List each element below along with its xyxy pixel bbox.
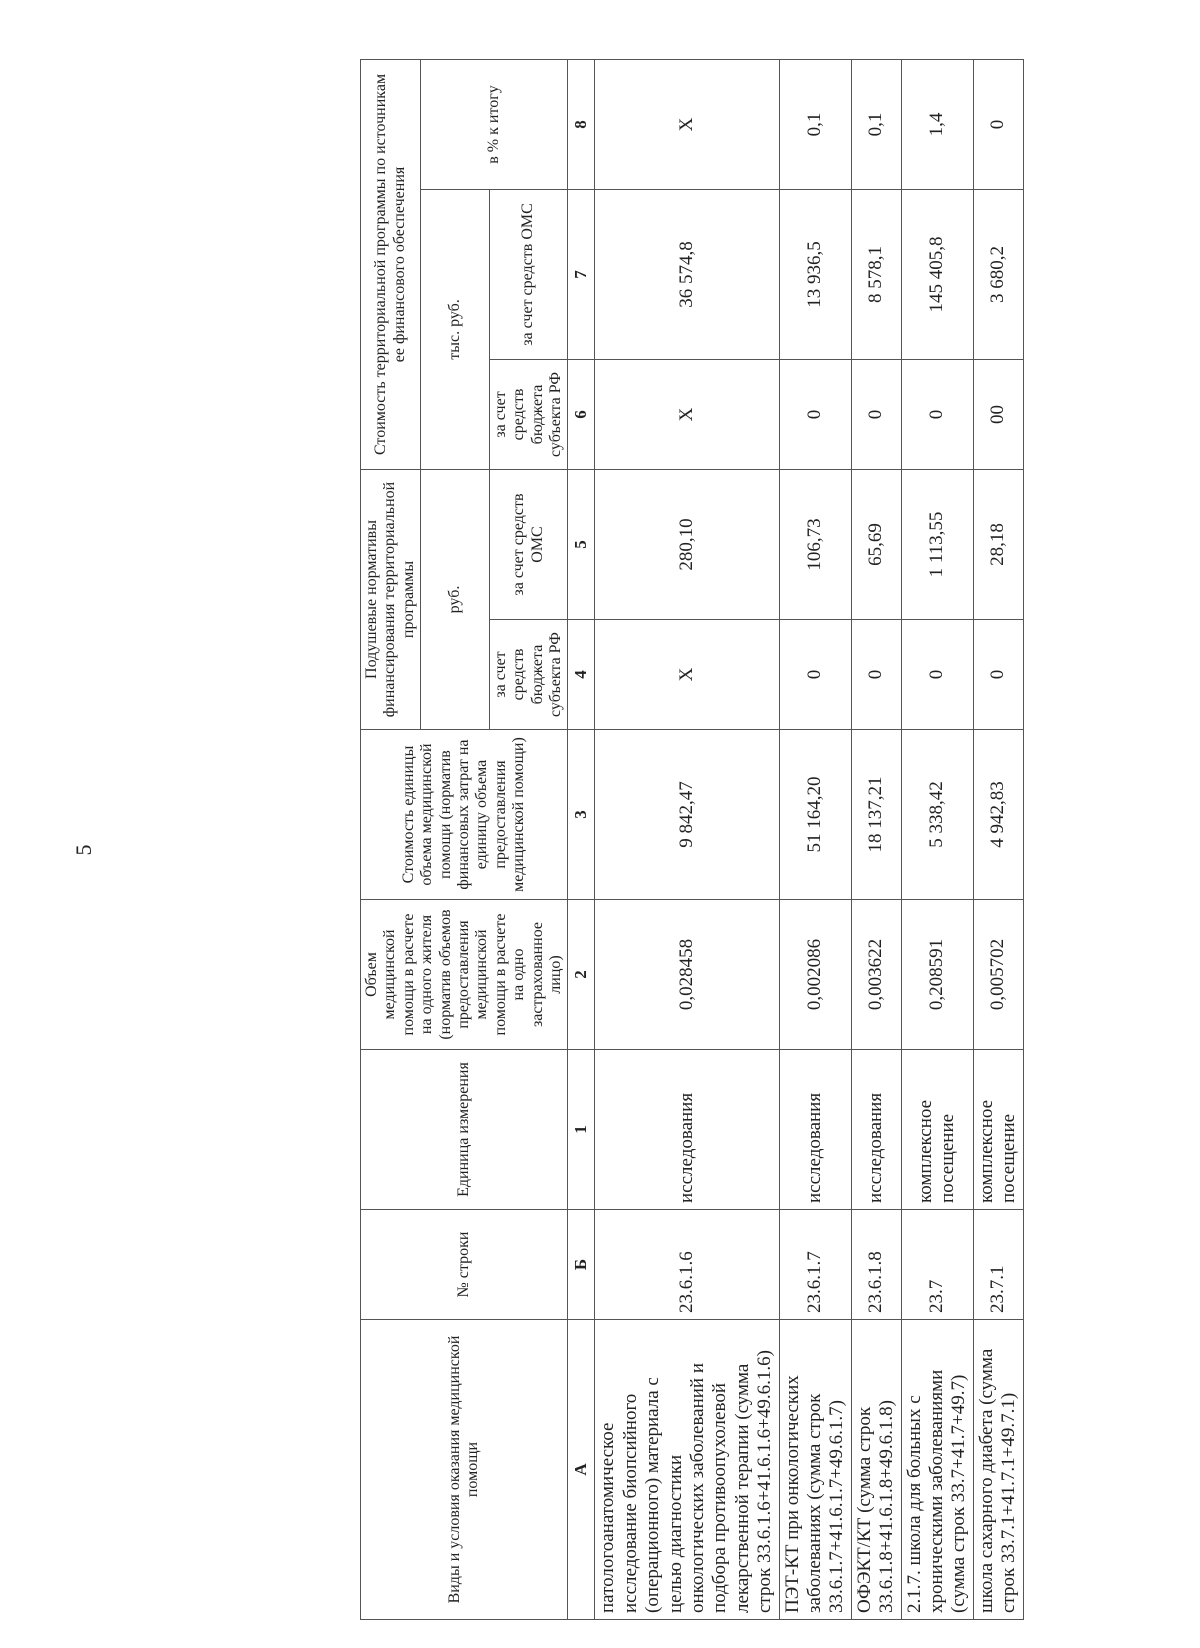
header-row-1 (361, 59, 421, 1619)
row-unit: исследования (595, 1050, 779, 1210)
row-cost-budget: 0 (779, 359, 851, 469)
row-name: патологоанатомическое исследование биопсийного (операционного) материала с целью диагностики онкологических заболеваний и подбора противоопухолевой лекарственной терапии (сумма строк 33.6.1.6+41.6.1.6+49.6.1.6) (595, 1320, 779, 1620)
row-per-capita-budget: Х (595, 620, 779, 730)
header-col-7: за счет средств ОМС (489, 189, 568, 359)
header-col-a: Виды и условия оказания медицинской помощи (361, 1320, 568, 1620)
table-row (595, 59, 779, 1619)
header-unit-thousand-rub: тыс. руб. (421, 189, 490, 469)
row-per-capita-oms: 280,10 (595, 469, 779, 619)
row-cost-oms: 8 578,1 (851, 189, 901, 359)
row-cost-budget: 00 (973, 359, 1023, 469)
row-unit: комплексное посещение (901, 1050, 973, 1210)
row-percent: 1,4 (901, 59, 973, 189)
row-unit-cost: 4 942,83 (973, 730, 1023, 900)
row-name: школа сахарного диабета (сумма строк 33.7.1+41.7.1+49.7.1) (973, 1320, 1023, 1620)
table-row (851, 59, 901, 1619)
column-number: Б (568, 1210, 595, 1320)
row-unit-cost: 18 137,21 (851, 730, 901, 900)
header-unit-rub: руб. (421, 469, 490, 729)
column-number: А (568, 1320, 595, 1620)
row-line-number: 23.7.1 (973, 1210, 1023, 1320)
row-percent: 0,1 (779, 59, 851, 189)
row-per-capita-budget: 0 (973, 620, 1023, 730)
row-unit-cost: 51 164,20 (779, 730, 851, 900)
header-group-cost: Стоимость территориальной программы по источникам ее финансового обеспечения (361, 59, 421, 469)
page-number: 5 (71, 844, 96, 856)
row-volume: 0,003622 (851, 900, 901, 1050)
row-cost-budget: Х (595, 359, 779, 469)
row-line-number: 23.6.1.6 (595, 1210, 779, 1320)
header-col-4: за счет средств бюджета субъекта РФ (489, 620, 568, 730)
row-volume: 0,005702 (973, 900, 1023, 1050)
row-percent: 0 (973, 59, 1023, 189)
row-unit: комплексное посещение (973, 1050, 1023, 1210)
table-row (973, 59, 1023, 1619)
header-col-1: Единица измерения (361, 1050, 568, 1210)
row-per-capita-budget: 0 (851, 620, 901, 730)
row-unit: исследования (779, 1050, 851, 1210)
column-number: 8 (568, 59, 595, 189)
header-col-5: за счет средств ОМС (489, 469, 568, 619)
row-unit: исследования (851, 1050, 901, 1210)
row-cost-budget: 0 (851, 359, 901, 469)
header-col-b: № строки (361, 1210, 568, 1320)
row-unit-cost: 5 338,42 (901, 730, 973, 900)
row-unit-cost: 9 842,47 (595, 730, 779, 900)
row-cost-oms: 3 680,2 (973, 189, 1023, 359)
row-line-number: 23.6.1.8 (851, 1210, 901, 1320)
row-cost-budget: 0 (901, 359, 973, 469)
header-group-per-capita: Подушевые нормативы финансирования территориальной программы (361, 469, 421, 729)
column-number: 2 (568, 900, 595, 1050)
row-per-capita-budget: 0 (901, 620, 973, 730)
row-cost-oms: 13 936,5 (779, 189, 851, 359)
column-number: 1 (568, 1050, 595, 1210)
table-row (901, 59, 973, 1619)
row-per-capita-budget: 0 (779, 620, 851, 730)
column-number: 4 (568, 620, 595, 730)
row-name: ПЭТ-КТ при онкологических заболеваниях (сумма строк 33.6.1.7+41.6.1.7+49.6.1.7) (779, 1320, 851, 1620)
header-col-3: Стоимость единицы объема медицинской помощи (норматив финансовых затрат на единицу объема предоставления медицинской помощи) (361, 730, 568, 900)
row-line-number: 23.7 (901, 1210, 973, 1320)
column-number: 3 (568, 730, 595, 900)
column-number: 7 (568, 189, 595, 359)
row-percent: 0,1 (851, 59, 901, 189)
row-per-capita-oms: 28,18 (973, 469, 1023, 619)
header-col-6: за счет средств бюджета субъекта РФ (489, 359, 568, 469)
row-volume: 0,002086 (779, 900, 851, 1050)
row-volume: 0,208591 (901, 900, 973, 1050)
row-cost-oms: 36 574,8 (595, 189, 779, 359)
row-per-capita-oms: 106,73 (779, 469, 851, 619)
row-per-capita-oms: 1 113,55 (901, 469, 973, 619)
row-per-capita-oms: 65,69 (851, 469, 901, 619)
table-row (779, 59, 851, 1619)
row-volume: 0,028458 (595, 900, 779, 1050)
row-percent: Х (595, 59, 779, 189)
header-col-8: в % к итогу (421, 59, 568, 189)
row-name: ОФЭКТ/КТ (сумма строк 33.6.1.8+41.6.1.8+49.6.1.8) (851, 1320, 901, 1620)
column-number: 6 (568, 359, 595, 469)
column-number-row (568, 59, 595, 1619)
header-col-2: Объем медицинской помощи в расчете на одного жителя (норматив объемов предоставления медицинской помощи в расчете на одно застрахованное лицо) (361, 900, 568, 1050)
row-name: 2.1.7. школа для больных с хроническими заболеваниями (сумма строк 33.7+41.7+49.7) (901, 1320, 973, 1620)
financing-table (360, 59, 1024, 1620)
rotated-table-region (360, 60, 1060, 1620)
column-number: 5 (568, 469, 595, 619)
row-cost-oms: 145 405,8 (901, 189, 973, 359)
row-line-number: 23.6.1.7 (779, 1210, 851, 1320)
